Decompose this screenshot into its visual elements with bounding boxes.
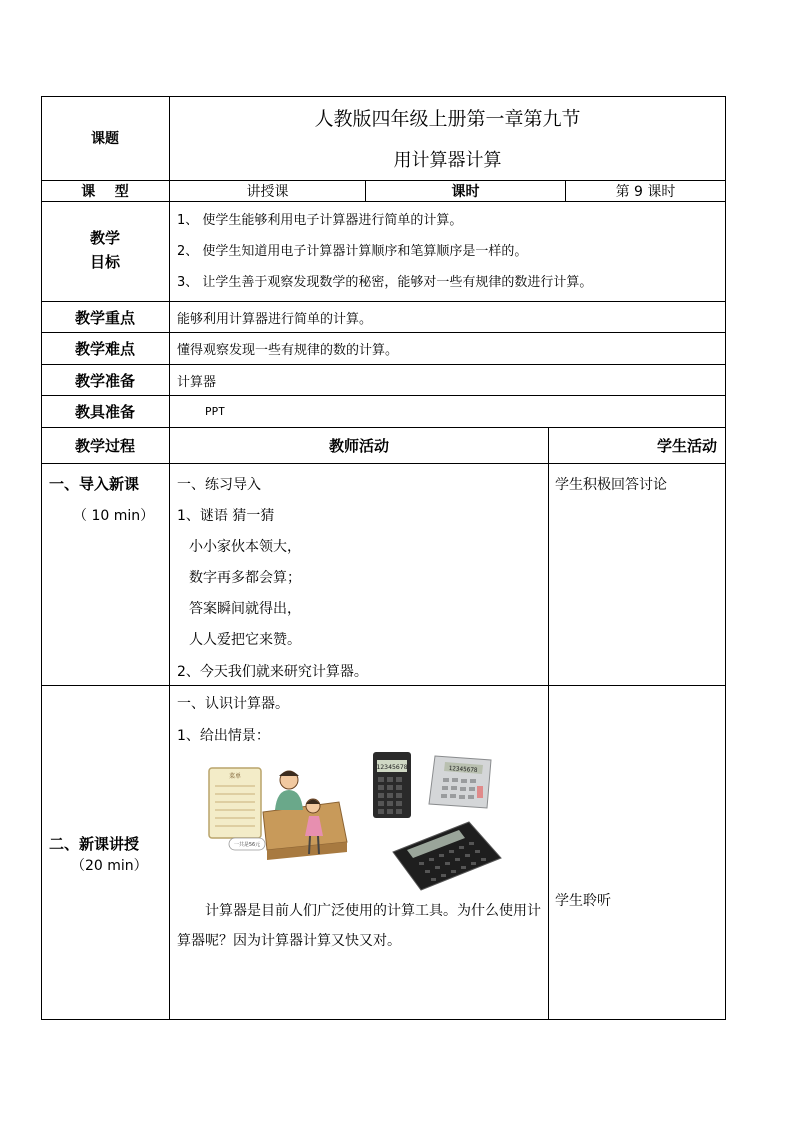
objective-item: 3、 让学生善于观察发现数学的秘密，能够对一些有规律的数进行计算。 [177, 275, 593, 290]
period-value: 第 9 课时 [615, 184, 676, 200]
objectives-label-1: 教学 [89, 228, 120, 247]
riddle-line: 小小家伙本领大， [189, 539, 301, 555]
difficulties-value: 懂得观察发现一些有规律的数的计算。 [177, 343, 399, 358]
lesson-title: 人教版四年级上册第一章第九节 [314, 107, 581, 130]
column-divider [548, 427, 549, 1020]
riddle-line: 人人爱把它来赞。 [189, 632, 301, 648]
financial-calculator [393, 822, 501, 890]
teacher-activity-line: 一、练习导入 [177, 477, 261, 493]
teacher-activity-line: 2、今天我们就来研究计算器。 [177, 664, 368, 680]
student-activity: 学生聆听 [555, 893, 611, 909]
table-border-bottom [41, 1019, 726, 1020]
shopkeeper-figure [275, 771, 303, 810]
receipt-text: 一共是56元 [233, 842, 261, 848]
teacher-activity-line: 1、给出情景： [177, 728, 270, 744]
section2-time: （20 min） [71, 858, 148, 874]
lesson-subtitle: 用计算器计算 [393, 150, 502, 171]
shop-counter [263, 802, 347, 860]
riddle-line: 数字再多都会算； [189, 570, 301, 586]
preparation-label: 教学准备 [74, 371, 135, 390]
key-points-label: 教学重点 [74, 308, 135, 327]
receipt-note [229, 838, 265, 850]
calculator-scene-illustration [207, 750, 509, 891]
menu-title: 菜单 [228, 773, 242, 780]
table-border-right [725, 96, 726, 1020]
silver-calculator [429, 756, 491, 808]
calculator-display-2: 12345678 [448, 765, 478, 775]
black-calculator [373, 752, 411, 818]
section1-time: （ 10 min） [73, 508, 155, 524]
difficulties-label: 教学难点 [74, 340, 135, 358]
column-divider [169, 96, 170, 1020]
preparation-value: 计算器 [177, 374, 217, 390]
menu-board [209, 768, 261, 838]
section2-title: 二、新课讲授 [49, 835, 140, 853]
objective-item: 1、 使学生能够利用电子计算器进行简单的计算。 [177, 213, 463, 228]
process-header: 教学过程 [74, 437, 135, 455]
lesson-type-label: 课 型 [81, 184, 129, 200]
riddle-line: 答案瞬间就得出， [189, 601, 301, 617]
row-divider [41, 463, 726, 464]
key-points-value: 能够利用计算器进行简单的计算。 [177, 311, 373, 327]
teacher-activity-line: 一、认识计算器。 [177, 696, 289, 712]
student-activity: 学生积极回答讨论 [555, 477, 667, 493]
teacher-paragraph: 计算器是目前人们广泛使用的计算工具。为什么使用计算器呢？因为计算器计算又快又对。 [177, 903, 541, 949]
row-divider [41, 201, 726, 202]
tools-label: 教具准备 [74, 403, 135, 421]
student-header: 学生活动 [656, 437, 717, 455]
objective-item: 2、 使学生知道用电子计算器计算顺序和笔算顺序是一样的。 [177, 244, 528, 259]
period-label: 课时 [451, 184, 480, 200]
teacher-header: 教师活动 [328, 437, 389, 455]
teacher-activity-line: 1、谜语 猜一猜 [177, 508, 275, 524]
topic-label: 课题 [91, 131, 119, 147]
calculator-display-1: 12345678 [376, 763, 408, 771]
objectives-label-2: 目标 [89, 252, 120, 271]
section1-title: 一、导入新课 [49, 475, 140, 493]
row-divider [41, 685, 726, 686]
tools-value: PPT [205, 405, 225, 418]
lesson-type-value: 讲授课 [246, 184, 289, 200]
